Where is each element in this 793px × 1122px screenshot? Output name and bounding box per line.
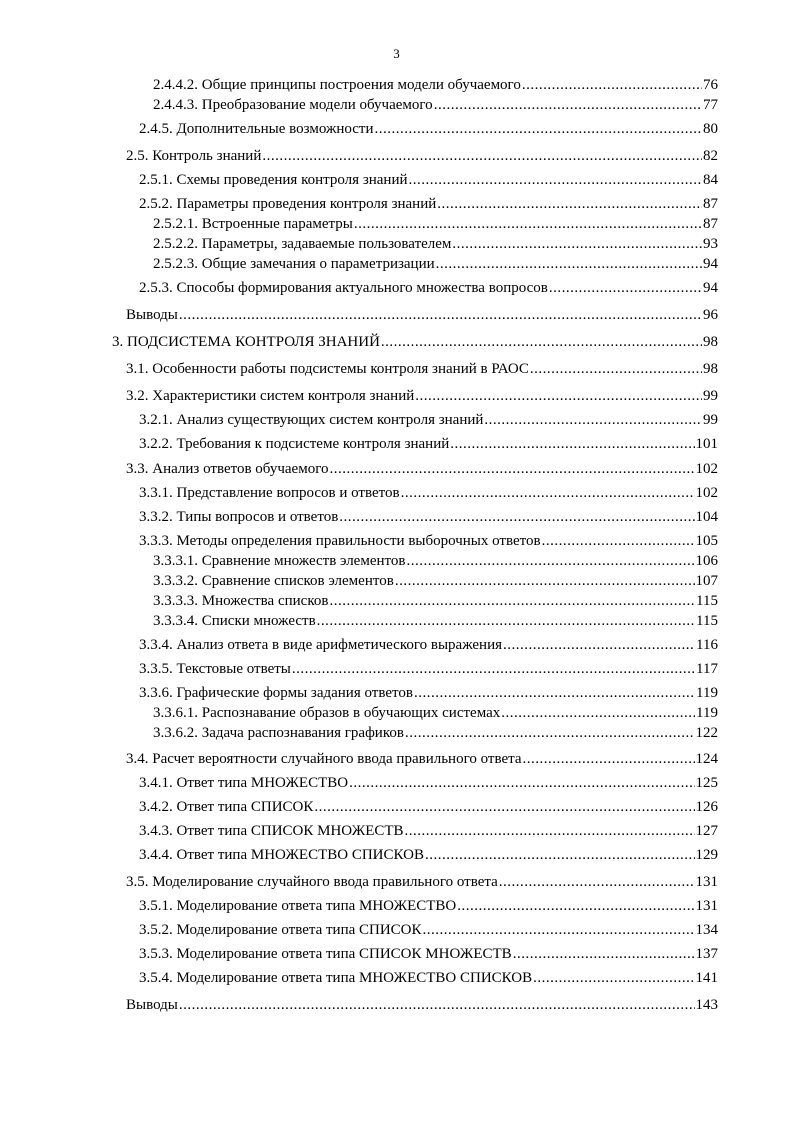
toc-entry-page: 122 (695, 725, 718, 741)
dot-leader (415, 388, 702, 405)
toc-entry-page: 126 (695, 799, 718, 815)
toc-entry-3-3-3-2[interactable] (153, 573, 718, 590)
toc-entry-3-3-1[interactable] (139, 485, 718, 502)
toc-entry-label: 3.4. Расчет вероятности случайного ввода правильного ответа (126, 751, 522, 767)
dot-leader (523, 751, 695, 768)
toc-entry-page: 119 (696, 685, 718, 701)
toc-entry-page: 84 (703, 172, 718, 188)
toc-entry-label: 3.3.6.1. Распознавание образов в обучающих системах (153, 705, 501, 721)
toc-entry-label: 3.4.3. Ответ типа СПИСОК МНОЖЕСТВ (139, 823, 404, 839)
dot-leader (530, 361, 702, 378)
dot-leader (499, 874, 695, 891)
toc-entry-3-4[interactable] (126, 751, 718, 768)
toc-entry-3-2-2[interactable] (139, 436, 718, 453)
toc-entry-3-4-4[interactable] (139, 847, 718, 864)
dot-leader (409, 172, 702, 189)
toc-entry-page: 102 (695, 485, 718, 501)
toc-entry-page: 76 (703, 77, 718, 93)
toc-entry-label: 2.5.3. Способы формирования актуального множества вопросов (139, 280, 548, 296)
toc-entry-page: 106 (695, 553, 718, 569)
toc-entry-2-4-4-2[interactable] (153, 77, 718, 94)
dot-leader (179, 307, 702, 324)
toc-entry-label: 2.5. Контроль знаний (126, 148, 262, 164)
toc-entry-3-3-6-2[interactable] (153, 725, 718, 742)
toc-entry-page: 115 (696, 593, 718, 609)
toc-entry-3-3-3-3[interactable] (153, 593, 718, 610)
dot-leader (457, 898, 694, 915)
toc-entry-page: 107 (695, 573, 718, 589)
toc-entry-label: 3. ПОДСИСТЕМА КОНТРОЛЯ ЗНАНИЙ (112, 334, 380, 350)
toc-entry-label: 3.5.1. Моделирование ответа типа МНОЖЕСТВО (139, 898, 457, 914)
toc-entry-3-4-3[interactable] (139, 823, 718, 840)
dot-leader (339, 509, 694, 526)
toc-entry-page: 137 (695, 946, 718, 962)
toc-entry-label: 3.3.3.1. Сравнение множеств элементов (153, 553, 406, 569)
toc-entry-page: 99 (703, 412, 718, 428)
toc-entry-page: 115 (696, 613, 718, 629)
toc-entry-label: 3.5.2. Моделирование ответа типа СПИСОК (139, 922, 422, 938)
toc-entry-conclusions-3[interactable] (126, 997, 718, 1014)
toc-entry-3-3-5[interactable] (139, 661, 718, 678)
toc-entry-page: 98 (703, 361, 718, 377)
toc-entry-3-3-3-1[interactable] (153, 553, 718, 570)
toc-entry-label: 3.3.2. Типы вопросов и ответов (139, 509, 339, 525)
toc-entry-page: 101 (695, 436, 718, 452)
toc-entry-3-5[interactable] (126, 874, 718, 891)
toc-entry-2-5-3[interactable] (139, 280, 718, 297)
toc-entry-label: 2.5.1. Схемы проведения контроля знаний (139, 172, 408, 188)
page-number: 3 (393, 46, 400, 61)
dot-leader (292, 661, 695, 678)
toc-entry-3-3-6[interactable] (139, 685, 718, 702)
toc-entry-page: 80 (703, 121, 718, 137)
dot-leader (513, 946, 695, 963)
toc-entry-page: 141 (695, 970, 718, 986)
toc-entry-page: 96 (703, 307, 718, 323)
toc-entry-label: 2.4.4.3. Преобразование модели обучаемого (153, 97, 433, 113)
toc-entry-label: 3.3.3.3. Множества списков (153, 593, 329, 609)
dot-leader (533, 970, 694, 987)
dot-leader (542, 533, 695, 550)
toc-entry-page: 117 (696, 661, 718, 677)
dot-leader (395, 573, 695, 590)
toc-entry-label: 3.5.4. Моделирование ответа типа МНОЖЕСТВО СПИСКОВ (139, 970, 533, 986)
toc-entry-2-5-2[interactable] (139, 196, 718, 213)
toc-entry-page: 82 (703, 148, 718, 164)
toc-entry-2-5-2-2[interactable] (153, 236, 718, 253)
dot-leader (406, 553, 694, 570)
dot-leader (549, 280, 702, 297)
toc-entry-conclusions-2[interactable] (126, 307, 718, 324)
dot-leader (450, 436, 694, 453)
toc-entry-label: 3.5.3. Моделирование ответа типа СПИСОК МНОЖЕСТВ (139, 946, 512, 962)
toc-entry-page: 99 (703, 388, 718, 404)
dot-leader (522, 77, 702, 94)
toc-entry-label: 3.1. Особенности работы подсистемы контроля знаний в РАОС (126, 361, 529, 377)
toc-entry-label: 3.3.5. Текстовые ответы (139, 661, 291, 677)
toc-entry-3-5-2[interactable] (139, 922, 718, 939)
dot-leader (329, 461, 694, 478)
toc-entry-label: 3.4.2. Ответ типа СПИСОК (139, 799, 314, 815)
toc-entry-label: 3.3.3.2. Сравнение списков элементов (153, 573, 394, 589)
toc-entry-page: 77 (703, 97, 718, 113)
dot-leader (314, 799, 694, 816)
toc-entry-page: 119 (696, 705, 718, 721)
toc-entry-page: 129 (695, 847, 718, 863)
dot-leader (354, 216, 702, 233)
toc-entry-label: 3.2.2. Требования к подсистеме контроля знаний (139, 436, 450, 452)
toc-entry-label: 3.4.1. Ответ типа МНОЖЕСТВО (139, 775, 349, 791)
toc-entry-3-1[interactable] (126, 361, 718, 378)
toc-entry-page: 143 (695, 997, 718, 1013)
dot-leader (484, 412, 702, 429)
toc-entry-2-5-1[interactable] (139, 172, 718, 189)
toc-entry-label: 2.4.4.2. Общие принципы построения модели обучаемого (153, 77, 521, 93)
toc-entry-page: 131 (695, 874, 718, 890)
toc-entry-3-2[interactable] (126, 388, 718, 405)
toc-entry-2-5-2-3[interactable] (153, 256, 718, 273)
toc-entry-label: 3.3.3. Методы определения правильности выборочных ответов (139, 533, 541, 549)
toc-entry-page: 87 (703, 196, 718, 212)
dot-leader (262, 148, 702, 165)
toc-entry-3-3-3[interactable] (139, 533, 718, 550)
toc-entry-3-5-4[interactable] (139, 970, 718, 987)
dot-leader (349, 775, 694, 792)
dot-leader (436, 256, 702, 273)
toc-entry-page: 98 (703, 334, 718, 350)
toc-entry-label: 3.3.4. Анализ ответа в виде арифметического выражения (139, 637, 502, 653)
dot-leader (414, 685, 695, 702)
toc-entry-page: 131 (695, 898, 718, 914)
toc-entry-3-3-3-4[interactable] (153, 613, 718, 630)
dot-leader (501, 705, 695, 722)
toc-entry-label: 3.3.6. Графические формы задания ответов (139, 685, 413, 701)
toc-entry-page: 124 (695, 751, 718, 767)
toc-entry-label: Выводы (126, 997, 178, 1013)
dot-leader (437, 196, 702, 213)
toc-entry-2-4-5[interactable] (139, 121, 718, 138)
toc-entry-page: 134 (695, 922, 718, 938)
dot-leader (425, 847, 695, 864)
toc-entry-page: 104 (695, 509, 718, 525)
dot-leader (401, 485, 695, 502)
toc-entry-page: 93 (703, 236, 718, 252)
toc-entry-3-3-6-1[interactable] (153, 705, 718, 722)
toc-entry-3-5-1[interactable] (139, 898, 718, 915)
toc-entry-2-4-4-3[interactable] (153, 97, 718, 114)
toc-entry-2-5-2-1[interactable] (153, 216, 718, 233)
toc-entry-chapter-3[interactable] (112, 334, 718, 351)
dot-leader (329, 593, 695, 610)
toc-entry-3-5-3[interactable] (139, 946, 718, 963)
toc-entry-page: 127 (695, 823, 718, 839)
toc-entry-label: 2.5.2.3. Общие замечания о параметризации (153, 256, 435, 272)
toc-entry-label: 2.5.2.2. Параметры, задаваемые пользователем (153, 236, 452, 252)
toc-entry-3-3-2[interactable] (139, 509, 718, 526)
dot-leader (374, 121, 702, 138)
toc-entry-label: 3.2.1. Анализ существующих систем контроля знаний (139, 412, 484, 428)
toc-entry-page: 87 (703, 216, 718, 232)
toc-entry-label: 3.5. Моделирование случайного ввода правильного ответа (126, 874, 498, 890)
toc-entry-label: 2.4.5. Дополнительные возможности (139, 121, 374, 137)
toc-entry-3-3-4[interactable] (139, 637, 718, 654)
dot-leader (423, 922, 695, 939)
toc-entry-page: 102 (695, 461, 718, 477)
dot-leader (503, 637, 695, 654)
toc-entry-label: 2.5.2. Параметры проведения контроля знаний (139, 196, 437, 212)
dot-leader (405, 725, 695, 742)
toc-entry-3-4-2[interactable] (139, 799, 718, 816)
toc-entry-label: 3.4.4. Ответ типа МНОЖЕСТВО СПИСКОВ (139, 847, 424, 863)
toc-entry-label: 3.3.1. Представление вопросов и ответов (139, 485, 400, 501)
toc-entry-page: 116 (696, 637, 718, 653)
toc-entry-label: 2.5.2.1. Встроенные параметры (153, 216, 353, 232)
toc-entry-label: Выводы (126, 307, 178, 323)
toc-entry-3-4-1[interactable] (139, 775, 718, 792)
toc-entry-page: 125 (695, 775, 718, 791)
toc-entry-label: 3.3.3.4. Списки множеств (153, 613, 316, 629)
dot-leader (434, 97, 702, 114)
dot-leader (381, 334, 702, 351)
dot-leader (405, 823, 695, 840)
dot-leader (317, 613, 695, 630)
toc-entry-label: 3.2. Характеристики систем контроля знаний (126, 388, 415, 404)
toc-entry-3-2-1[interactable] (139, 412, 718, 429)
toc-entry-page: 94 (703, 280, 718, 296)
toc-entry-label: 3.3.6.2. Задача распознавания графиков (153, 725, 404, 741)
toc-entry-2-5[interactable] (126, 148, 718, 165)
dot-leader (452, 236, 702, 253)
toc-entry-label: 3.3. Анализ ответов обучаемого (126, 461, 329, 477)
dot-leader (179, 997, 695, 1014)
toc-entry-3-3[interactable] (126, 461, 718, 478)
toc-entry-page: 94 (703, 256, 718, 272)
toc-entry-page: 105 (695, 533, 718, 549)
